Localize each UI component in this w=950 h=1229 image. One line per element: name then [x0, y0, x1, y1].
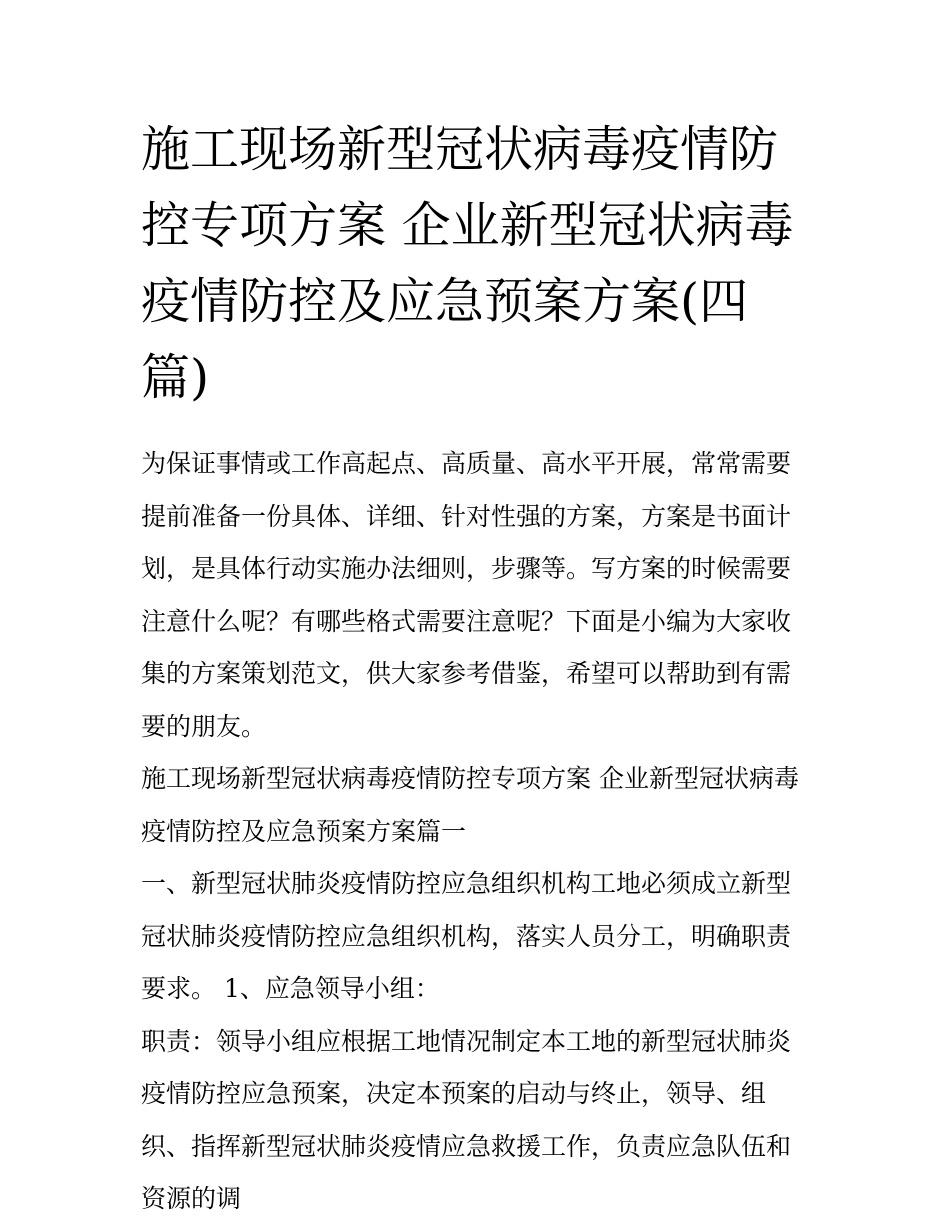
- intro-paragraph: 为保证事情或工作高起点、高质量、高水平开展，常常需要提前准备一份具体、详细、针对性强的方案，方案是书面计划，是具体行动实施办法细则，步骤等。写方案的时候需要注意什么呢？有哪些格式需要注意呢？下面是小编为大家收集的方案策划范文，供大家参考借鉴，希望可以帮助到有需要的朋友。: [141, 449, 792, 741]
- document-page: [141, 112, 813, 1226]
- section-heading-paragraph: 施工现场新型冠状病毒疫情防控专项方案 企业新型冠状病毒疫情防控及应急预案方案篇一: [141, 764, 799, 846]
- document-title: 施工现场新型冠状病毒疫情防控专项方案 企业新型冠状病毒疫情防控及应急预案方案(四篇): [141, 121, 794, 406]
- organization-paragraph: 一、新型冠状肺炎疫情防控应急组织机构工地必须成立新型冠状肺炎疫情防控应急组织机构，落实人员分工，明确职责要求。 1、应急领导小组：: [141, 869, 792, 1003]
- document-body: [141, 438, 813, 1226]
- duties-paragraph: 职责：领导小组应根据工地情况制定本工地的新型冠状肺炎疫情防控应急预案，决定本预案的启动与终止，领导、组织、指挥新型冠状肺炎疫情应急救援工作，负责应急队伍和资源的调: [141, 1026, 792, 1213]
